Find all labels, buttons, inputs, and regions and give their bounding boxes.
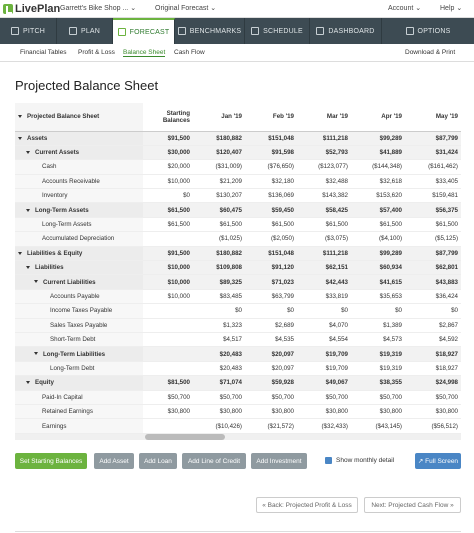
table-cell: $81,500 [143, 376, 193, 390]
table-cell: $0 [351, 304, 405, 318]
table-cell: $33,405 [405, 174, 461, 188]
table-cell: $4,535 [245, 332, 297, 346]
table-cell: $52,793 [297, 145, 351, 159]
table-cell: $30,800 [405, 404, 461, 418]
table-cell: $20,000 [143, 160, 193, 174]
table-cell: $19,319 [351, 347, 405, 361]
table-cell: ($43,145) [351, 419, 405, 433]
set-starting-balances-button[interactable]: Set Starting Balances [15, 453, 87, 469]
row-label-text: Inventory [42, 192, 68, 200]
table-cell: $4,554 [297, 332, 351, 346]
table-cell: $59,450 [245, 203, 297, 217]
table-cell: $61,500 [193, 217, 245, 231]
balance-sheet-table-wrap [15, 103, 461, 434]
table-cell: $62,801 [405, 261, 461, 275]
table-cell: $61,500 [143, 217, 193, 231]
table-row [15, 318, 461, 332]
column-header: Mar '19 [297, 103, 351, 131]
table-cell [143, 318, 193, 332]
table-cell [143, 232, 193, 246]
row-label-text: Cash [42, 163, 57, 171]
table-cell: $0 [245, 304, 297, 318]
table-cell: $0 [405, 304, 461, 318]
table-cell: $58,425 [297, 203, 351, 217]
table-body [15, 131, 461, 433]
table-cell: $43,883 [405, 275, 461, 289]
row-label-text: Long-Term Assets [42, 221, 92, 229]
subnav-balance-sheet[interactable]: Balance Sheet [123, 49, 166, 56]
row-label[interactable] [15, 347, 143, 361]
row-label-text: Liabilities [35, 264, 64, 272]
checklist-icon [251, 27, 259, 35]
table-cell: $91,500 [143, 131, 193, 145]
nav-dashboard[interactable]: DASHBOARD [310, 18, 382, 44]
row-label-text: Equity [35, 379, 54, 387]
next-cash-flow-button[interactable]: Next: Projected Cash Flow » [364, 497, 461, 513]
table-cell: $153,620 [351, 189, 405, 203]
column-header: Apr '19 [351, 103, 405, 131]
table-cell: $180,882 [193, 246, 245, 260]
add-line-of-credit-button[interactable]: Add Line of Credit [182, 453, 246, 469]
collapse-toggle-icon[interactable] [26, 266, 30, 269]
table-cell [143, 419, 193, 433]
table-cell: $83,485 [193, 289, 245, 303]
table-cell: ($56,512) [405, 419, 461, 433]
row-label-text: Short-Term Debt [50, 336, 96, 344]
gear-icon [406, 27, 414, 35]
table-cell: $4,592 [405, 332, 461, 346]
table-cell: $33,819 [297, 289, 351, 303]
table-cell: $50,700 [351, 390, 405, 404]
table-row [15, 332, 461, 346]
table-cell: $4,070 [297, 318, 351, 332]
account-menu[interactable]: Account ⌄ [388, 5, 422, 12]
table-cell: $71,074 [193, 376, 245, 390]
chart-icon [118, 28, 126, 36]
collapse-toggle-icon[interactable] [26, 151, 30, 154]
table-cell: $24,998 [405, 376, 461, 390]
table-row [15, 174, 461, 188]
table-cell: $18,927 [405, 361, 461, 375]
row-label [15, 232, 143, 246]
subnav-cash-flow[interactable]: Cash Flow [174, 49, 205, 56]
table-cell: $59,928 [245, 376, 297, 390]
table-cell: $10,000 [143, 261, 193, 275]
collapse-toggle-icon[interactable] [34, 280, 38, 283]
table-cell: $130,207 [193, 189, 245, 203]
nav-options[interactable]: OPTIONS [382, 18, 474, 44]
table-cell: ($10,426) [193, 419, 245, 433]
table-cell: $120,407 [193, 145, 245, 159]
table-cell: $30,800 [193, 404, 245, 418]
table-cell: $1,323 [193, 318, 245, 332]
row-label [15, 189, 143, 203]
table-cell: $38,355 [351, 376, 405, 390]
table-cell: $91,598 [245, 145, 297, 159]
column-header: May '19 [405, 103, 461, 131]
row-label[interactable] [15, 145, 143, 159]
action-bar [15, 453, 461, 470]
table-cell: ($21,572) [245, 419, 297, 433]
collapse-toggle-icon[interactable] [18, 252, 22, 255]
table-cell: $87,799 [405, 246, 461, 260]
nav-benchmarks[interactable]: BENCHMARKS [175, 18, 245, 44]
table-cell: $61,500 [143, 203, 193, 217]
table-cell: $57,400 [351, 203, 405, 217]
back-profit-loss-button[interactable]: « Back: Projected Profit & Loss [256, 497, 358, 513]
table-row [15, 361, 461, 375]
table-cell: $151,048 [245, 131, 297, 145]
table-row [15, 160, 461, 174]
plan-selector[interactable]: Garrett's Bike Shop ... ⌄ [60, 5, 137, 12]
row-label-text: Paid-In Capital [42, 393, 83, 401]
column-header: Starting Balances [143, 103, 193, 131]
table-row [15, 261, 461, 275]
table-cell: $71,023 [245, 275, 297, 289]
table-cell: $2,689 [245, 318, 297, 332]
table-cell: $62,151 [297, 261, 351, 275]
table-row [15, 131, 461, 145]
download-print-link[interactable]: Download & Print [405, 49, 456, 56]
row-label [15, 318, 143, 332]
table-cell: ($32,433) [297, 419, 351, 433]
table-cell: $41,615 [351, 275, 405, 289]
page-title: Projected Balance Sheet [15, 78, 159, 93]
row-label-text: Assets [27, 134, 48, 142]
help-menu[interactable]: Help ⌄ [440, 5, 463, 12]
collapse-all-icon[interactable] [18, 115, 22, 118]
table-cell: $50,700 [143, 390, 193, 404]
collapse-toggle-icon[interactable] [26, 381, 30, 384]
table-cell: $32,618 [351, 174, 405, 188]
table-cell: $61,500 [405, 217, 461, 231]
table-cell: ($5,125) [405, 232, 461, 246]
table-cell: $30,000 [143, 145, 193, 159]
row-label [15, 332, 143, 346]
table-cell: $19,709 [297, 361, 351, 375]
table-cell: $1,389 [351, 318, 405, 332]
column-header: Projected Balance Sheet [15, 103, 143, 131]
table-cell: $87,799 [405, 131, 461, 145]
table-cell: $10,000 [143, 275, 193, 289]
table-cell: $30,800 [297, 404, 351, 418]
table-cell: ($3,075) [297, 232, 351, 246]
book-icon [69, 27, 77, 35]
table-cell: $61,500 [245, 217, 297, 231]
row-label[interactable] [15, 246, 143, 260]
table-cell: $32,488 [297, 174, 351, 188]
horizontal-scrollbar[interactable] [15, 434, 461, 440]
table-cell: $60,475 [193, 203, 245, 217]
table-row [15, 419, 461, 433]
subnav-profit-loss[interactable]: Profit & Loss [78, 49, 115, 56]
sub-nav [0, 44, 474, 62]
row-label-text: Liabilities & Equity [27, 249, 83, 257]
table-cell: $50,700 [297, 390, 351, 404]
table-cell: $99,289 [351, 246, 405, 260]
collapse-toggle-icon[interactable] [26, 209, 30, 212]
table-cell: $63,799 [245, 289, 297, 303]
table-cell: $20,097 [245, 361, 297, 375]
logo-text: LivePlan [15, 2, 61, 15]
table-cell: $56,375 [405, 203, 461, 217]
row-label-text: Retained Earnings [42, 408, 93, 416]
nav-plan[interactable]: PLAN [57, 18, 113, 44]
show-monthly-label: Show monthly detail [336, 457, 395, 464]
row-label-text: Income Taxes Payable [50, 307, 113, 315]
table-cell: $50,700 [245, 390, 297, 404]
table-cell: ($161,462) [405, 160, 461, 174]
table-row [15, 232, 461, 246]
row-label [15, 361, 143, 375]
table-cell: $20,097 [245, 347, 297, 361]
table-row [15, 289, 461, 303]
table-cell: $21,209 [193, 174, 245, 188]
table-cell: $109,808 [193, 261, 245, 275]
table-cell: $151,048 [245, 246, 297, 260]
row-label [15, 160, 143, 174]
table-cell: ($123,077) [297, 160, 351, 174]
row-label-text: Long-Term Debt [50, 364, 95, 372]
table-cell [143, 347, 193, 361]
table-cell: $4,573 [351, 332, 405, 346]
table-cell: $2,867 [405, 318, 461, 332]
table-cell: $10,000 [143, 289, 193, 303]
table-cell: $18,927 [405, 347, 461, 361]
nav-forecast[interactable]: FORECAST [113, 18, 175, 44]
table-cell: $0 [143, 189, 193, 203]
add-investment-button[interactable]: Add Investment [251, 453, 307, 469]
table-cell: $143,382 [297, 189, 351, 203]
trend-icon [178, 27, 186, 35]
table-cell: $91,120 [245, 261, 297, 275]
row-label [15, 419, 143, 433]
table-row [15, 347, 461, 361]
table-cell: $180,882 [193, 131, 245, 145]
column-header: Feb '19 [245, 103, 297, 131]
row-label [15, 174, 143, 188]
row-label[interactable] [15, 376, 143, 390]
table-cell: $32,180 [245, 174, 297, 188]
table-cell: $111,218 [297, 131, 351, 145]
row-label-text: Current Assets [35, 149, 80, 157]
row-label[interactable] [15, 261, 143, 275]
table-cell: $35,653 [351, 289, 405, 303]
table-cell: $19,319 [351, 361, 405, 375]
table-cell: $31,424 [405, 145, 461, 159]
table-cell: $136,069 [245, 189, 297, 203]
forecast-selector[interactable]: Original Forecast ⌄ [155, 5, 217, 12]
subnav-financial-tables[interactable]: Financial Tables [20, 49, 67, 56]
add-asset-button[interactable]: Add Asset [94, 453, 134, 469]
column-header: Jan '19 [193, 103, 245, 131]
table-cell: ($4,100) [351, 232, 405, 246]
table-cell: $50,700 [193, 390, 245, 404]
row-label[interactable] [15, 275, 143, 289]
table-cell: $20,483 [193, 361, 245, 375]
collapse-toggle-icon[interactable] [18, 137, 22, 140]
table-row [15, 390, 461, 404]
table-header-row [15, 103, 461, 131]
table-cell: $89,325 [193, 275, 245, 289]
row-label [15, 390, 143, 404]
table-cell: $4,517 [193, 332, 245, 346]
table-cell: $30,800 [245, 404, 297, 418]
table-cell: $0 [193, 304, 245, 318]
show-monthly-checkbox[interactable] [325, 457, 332, 464]
table-cell: $30,800 [143, 404, 193, 418]
table-cell [143, 361, 193, 375]
collapse-toggle-icon[interactable] [34, 352, 38, 355]
main-nav [0, 18, 474, 44]
row-label [15, 404, 143, 418]
table-row [15, 304, 461, 318]
table-row [15, 189, 461, 203]
row-label-text: Earnings [42, 422, 67, 430]
dashboard-icon [316, 27, 324, 35]
table-cell: $111,218 [297, 246, 351, 260]
row-label-text: Current Liabilities [43, 278, 96, 286]
table-cell: $30,800 [351, 404, 405, 418]
row-label[interactable] [15, 131, 143, 145]
table-cell: $20,483 [193, 347, 245, 361]
table-cell: $0 [297, 304, 351, 318]
row-label-text: Accounts Receivable [42, 177, 100, 185]
liveplan-logo-icon [3, 4, 13, 14]
row-label[interactable] [15, 203, 143, 217]
table-cell: $50,700 [405, 390, 461, 404]
table-cell: $42,443 [297, 275, 351, 289]
table-cell: ($31,009) [193, 160, 245, 174]
table-cell: $61,500 [297, 217, 351, 231]
nav-schedule[interactable]: SCHEDULE [245, 18, 310, 44]
table-cell: $60,934 [351, 261, 405, 275]
table-cell: $61,500 [351, 217, 405, 231]
row-label-text: Sales Taxes Payable [50, 321, 108, 329]
table-cell [143, 332, 193, 346]
table-cell: $19,709 [297, 347, 351, 361]
table-row [15, 217, 461, 231]
table-cell: $99,289 [351, 131, 405, 145]
table-row [15, 404, 461, 418]
table-row [15, 203, 461, 217]
row-label [15, 217, 143, 231]
table-cell: $159,481 [405, 189, 461, 203]
row-label [15, 304, 143, 318]
footer-divider [15, 531, 461, 532]
scrollbar-thumb[interactable] [145, 434, 225, 440]
table-row [15, 145, 461, 159]
balance-sheet-table [15, 103, 461, 434]
table-cell: $41,889 [351, 145, 405, 159]
table-cell: ($2,050) [245, 232, 297, 246]
table-row [15, 376, 461, 390]
row-label-text: Accumulated Depreciation [42, 235, 115, 243]
row-label-text: Long-Term Liabilities [43, 350, 106, 358]
table-cell: $91,500 [143, 246, 193, 260]
table-cell [143, 304, 193, 318]
table-row [15, 246, 461, 260]
table-cell: $10,000 [143, 174, 193, 188]
table-cell: ($144,348) [351, 160, 405, 174]
nav-pitch[interactable]: PITCH [0, 18, 57, 44]
presentation-icon [11, 27, 19, 35]
row-label [15, 289, 143, 303]
table-cell: ($1,025) [193, 232, 245, 246]
table-row [15, 275, 461, 289]
table-cell: $36,424 [405, 289, 461, 303]
row-label-text: Accounts Payable [50, 292, 100, 300]
top-bar [0, 0, 474, 18]
table-cell: ($76,650) [245, 160, 297, 174]
row-label-text: Long-Term Assets [35, 206, 89, 214]
table-cell: $49,067 [297, 376, 351, 390]
full-screen-button[interactable]: ↗ Full Screen [415, 453, 461, 469]
add-loan-button[interactable]: Add Loan [139, 453, 177, 469]
